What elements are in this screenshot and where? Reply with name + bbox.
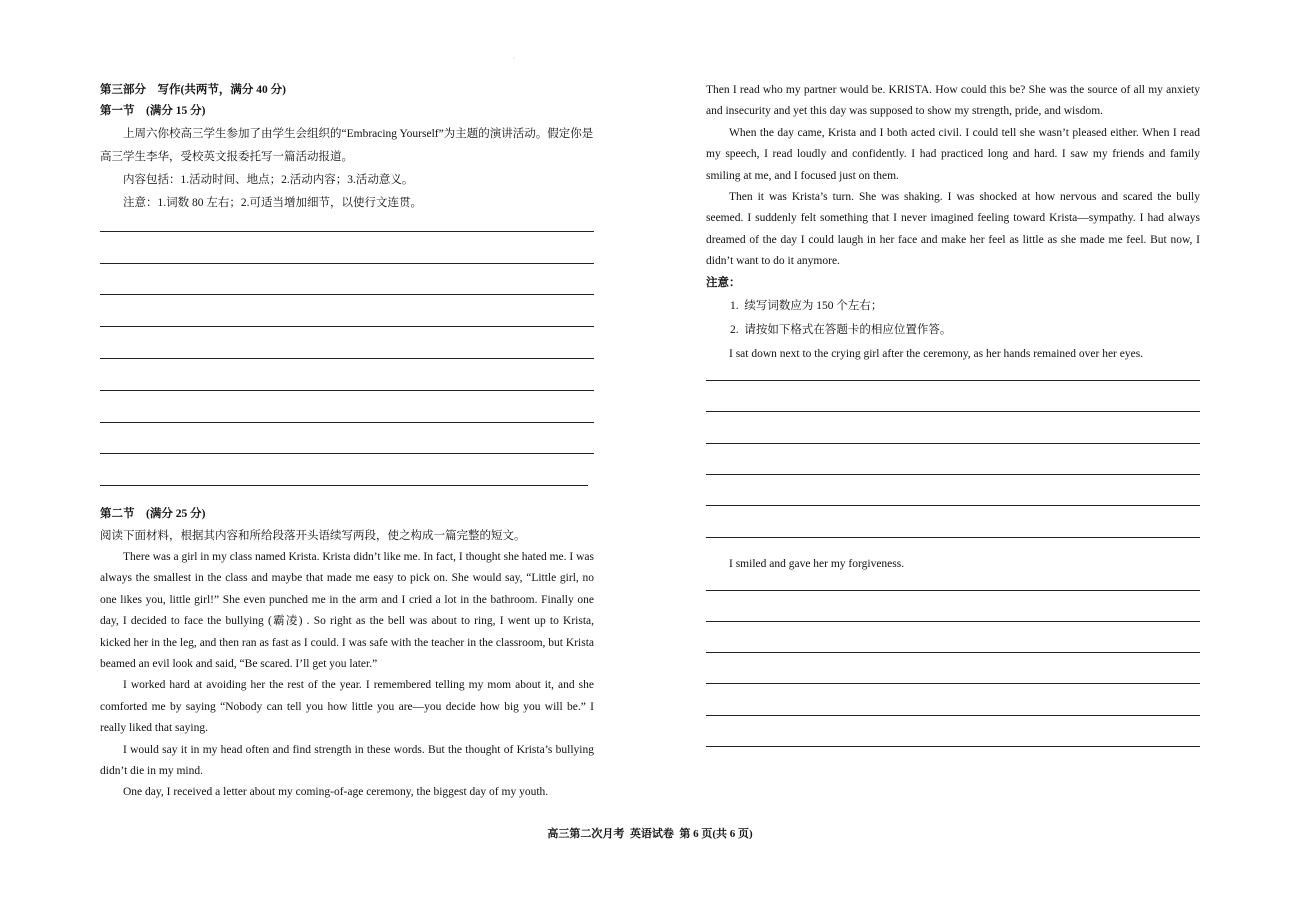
answer-line[interactable] xyxy=(100,453,594,454)
answer-line[interactable] xyxy=(706,411,1200,412)
answer-lines-paragraph2[interactable] xyxy=(706,590,1200,747)
story-paragraph: Then I read who my partner would be. KRISTA. How could this be? She was the source of all my anxiety and insecurity and yet this day was supposed to show my strength, pride, and wisdom. xyxy=(706,84,1200,118)
answer-line[interactable] xyxy=(706,537,1200,538)
note-item: 1. 续写词数应为 150 个左右； xyxy=(730,300,883,313)
answer-line[interactable] xyxy=(706,380,1200,381)
right-column xyxy=(706,80,1200,777)
answer-line[interactable] xyxy=(706,746,1200,747)
section1-title: 第一节 (满分 15 分) xyxy=(100,105,206,118)
answer-line[interactable] xyxy=(100,485,588,486)
story-paragraph: Then it was Krista’s turn. She was shaking. I was shocked at how nervous and scared the bully seemed. I suddenly felt something that I never imagined feeling toward Krista—sympathy. I had always dreamed of the day I could laugh in her face and make her feel as little as she made me feel. But now, I didn’t want to do it anymore. xyxy=(706,191,1200,268)
answer-line[interactable] xyxy=(100,422,594,423)
answer-line[interactable] xyxy=(100,294,594,295)
answer-line[interactable] xyxy=(706,683,1200,684)
note-item: 2. 请按如下格式在答题卡的相应位置作答。 xyxy=(730,324,952,337)
story-paragraph: One day, I received a letter about my coming-of-age ceremony, the biggest day of my youth. xyxy=(123,786,549,799)
answer-line[interactable] xyxy=(706,590,1200,591)
section2-instruction: 阅读下面材料，根据其内容和所给段落开头语续写两段，使之构成一篇完整的短文。 xyxy=(100,529,526,542)
story-paragraph: I would say it in my head often and find strength in these words. But the thought of Krista’s bullying didn’t die in my mind. xyxy=(100,743,594,778)
page-footer: 高三第二次月考 英语试卷 第 6 页(共 6 页) xyxy=(547,828,753,840)
paragraph1-opening: I sat down next to the crying girl after the ceremony, as her hands remained over her eyes. xyxy=(729,348,1144,361)
section1-notes: 注意：1.词数 80 左右；2.可适当增加细节，以使行文连贯。 xyxy=(123,196,422,209)
section1-prompt: 上周六你校高三学生参加了由学生会组织的“Embracing Yourself”为主题的演讲活动。假定你是高三学生李华，受校英文报委托写一篇活动报道。 xyxy=(100,127,594,163)
answer-line[interactable] xyxy=(100,263,594,264)
section2-title: 第二节 (满分 25 分) xyxy=(100,508,206,521)
answer-lines-paragraph1[interactable] xyxy=(706,380,1200,537)
answer-line[interactable] xyxy=(706,621,1200,622)
answer-line[interactable] xyxy=(100,326,594,327)
story-paragraph: When the day came, Krista and I both acted civil. I could tell she wasn’t pleased either. When I read my speech, I read loudly and confidently. I had practiced long and hard. I saw my friends and family smiling at me, and I focused just on them. xyxy=(706,126,1200,182)
story-paragraph: There was a girl in my class named Krista. Krista didn’t like me. In fact, I thought she hated me. I was always the smallest in the class and maybe that made me easy to pick on. She would say, “Little girl, no one likes you, little girl!” She even punched me in the arm and I cried a lot in the bathroom. Finally one day, I decided to face the bullying (霸凌) . So right as the bell was about to ring, I went up to Krista, kicked her in the leg, and then ran as fast as I could. I was safe with the teacher in the classroom, but Krista beamed an evil look and said, “Be scared. I’ll get you later.” xyxy=(100,551,594,671)
answer-line[interactable] xyxy=(100,390,594,391)
section1-content-list: 内容包括：1.活动时间、地点；2.活动内容；3.活动意义。 xyxy=(123,173,414,186)
scan-dot: · xyxy=(513,56,515,62)
note-title: 注意： xyxy=(706,276,741,289)
story-paragraph: I worked hard at avoiding her the rest of the year. I remembered telling my mom about it, and she comforted me by saying “Nobody can tell you how little you are—you decide how big you will be.” I really liked that saying. xyxy=(100,679,594,735)
answer-line[interactable] xyxy=(706,443,1200,444)
answer-line[interactable] xyxy=(100,358,594,359)
part-title: 第三部分 写作(共两节，满分 40 分) xyxy=(100,84,286,96)
answer-lines-section1[interactable] xyxy=(100,231,594,486)
answer-line[interactable] xyxy=(706,652,1200,653)
answer-line[interactable] xyxy=(100,231,594,232)
left-column xyxy=(100,80,594,804)
answer-line[interactable] xyxy=(706,474,1200,475)
paragraph2-opening: I smiled and gave her my forgiveness. xyxy=(729,557,905,570)
answer-line[interactable] xyxy=(706,505,1200,506)
answer-line[interactable] xyxy=(706,715,1200,716)
